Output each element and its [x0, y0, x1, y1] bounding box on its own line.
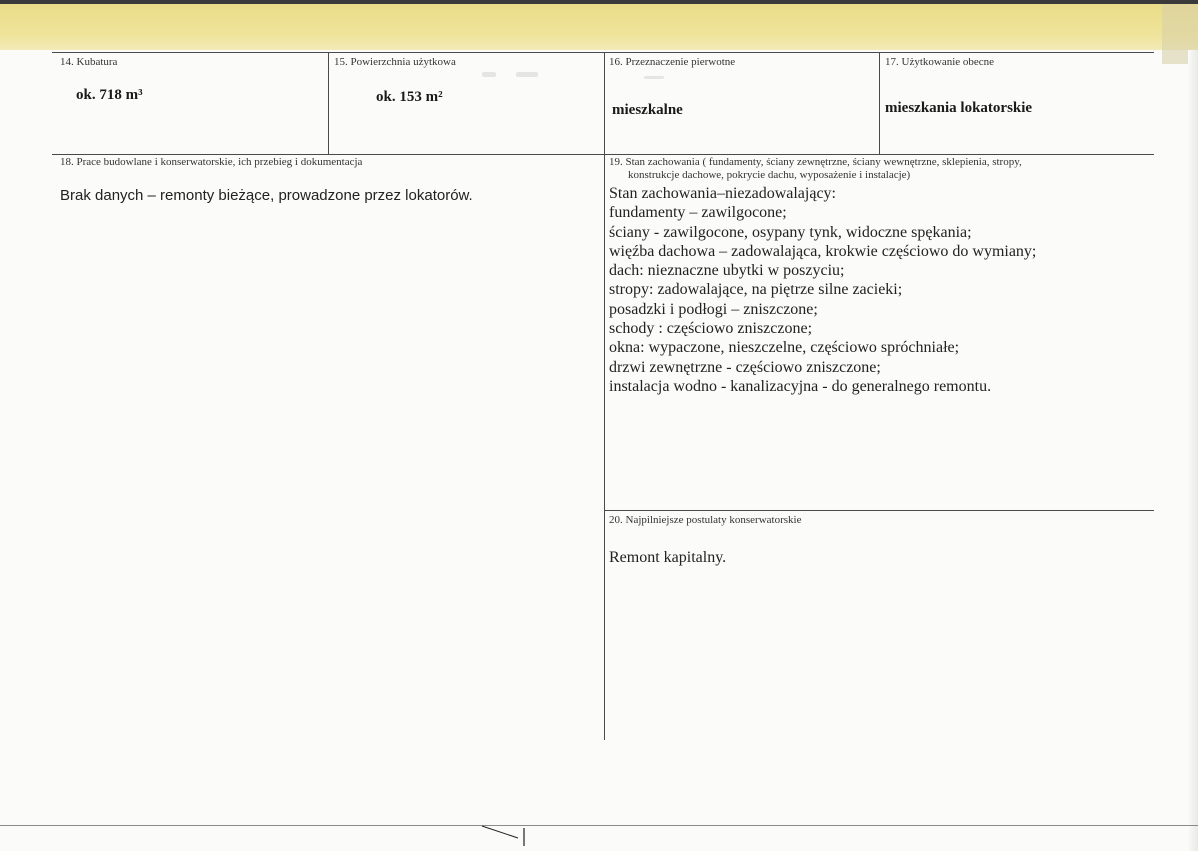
condition-line: schody : częściowo zniszczone; — [609, 320, 813, 338]
field-15-value: ok. 153 m² — [376, 89, 443, 105]
field-17-value: mieszkania lokatorskie — [885, 100, 1033, 116]
condition-line: fundamenty – zawilgocone; — [609, 204, 787, 222]
page-edge-shadow — [1188, 50, 1198, 851]
condition-line: stropy: zadowalające, na piętrze silne zacieki; — [609, 281, 903, 299]
field-19-list — [609, 184, 1036, 396]
field-15-label: 15. Powierzchnia użytkowa — [334, 56, 456, 68]
condition-line: więźba dachowa – zadowalająca, krokwie częściowo do wymiany; — [609, 242, 1037, 260]
field-18-label: 18. Prace budowlane i konserwatorskie, ich przebieg i dokumentacja — [60, 156, 363, 168]
table-top-border — [52, 52, 1154, 53]
field-19-label-line1: 19. Stan zachowania ( fundamenty, ściany zewnętrzne, ściany wewnętrzne, sklepienia, stropy, — [609, 156, 1022, 168]
pen-mark — [480, 824, 530, 848]
condition-line: Stan zachowania–niezadowalający: — [609, 185, 836, 202]
yellow-tape-strip — [0, 0, 1198, 50]
field-17-label: 17. Użytkowanie obecne — [885, 56, 995, 68]
column-divider-15 — [328, 52, 329, 154]
condition-line: posadzki i podłogi – zniszczone; — [609, 300, 818, 318]
condition-line: instalacja wodno - kanalizacyjna - do generalnego remontu. — [609, 377, 992, 395]
page-bottom-rule — [0, 825, 1198, 826]
column-divider-16 — [604, 52, 605, 740]
scan-smudge — [644, 76, 664, 79]
scan-smudge — [516, 72, 538, 77]
field-20-value: Remont kapitalny. — [609, 549, 727, 566]
field-14-value: ok. 718 m³ — [76, 87, 143, 103]
condition-line: dach: nieznaczne ubytki w poszyciu; — [609, 262, 845, 280]
condition-line: ściany - zawilgocone, osypany tynk, widoczne spękania; — [609, 223, 972, 241]
row-divider — [52, 154, 1154, 155]
condition-line: okna: wypaczone, nieszczelne, częściowo spróchniałe; — [609, 339, 960, 357]
field-20-label: 20. Najpilniejsze postulaty konserwatorskie — [609, 514, 802, 526]
condition-line: drzwi zewnętrzne - częściowo zniszczone; — [609, 358, 881, 376]
field-16-value: mieszkalne — [612, 102, 683, 118]
field-14-label: 14. Kubatura — [60, 56, 118, 68]
column-divider-17 — [879, 52, 880, 154]
scan-smudge — [482, 72, 496, 77]
field-16-label: 16. Przeznaczenie pierwotne — [609, 56, 736, 68]
field-19-label-line2: konstrukcje dachowe, pokrycie dachu, wyposażenie i instalacje) — [628, 169, 911, 181]
field-18-value: Brak danych – remonty bieżące, prowadzone przez lokatorów. — [60, 187, 473, 204]
section-divider-20 — [604, 510, 1154, 511]
